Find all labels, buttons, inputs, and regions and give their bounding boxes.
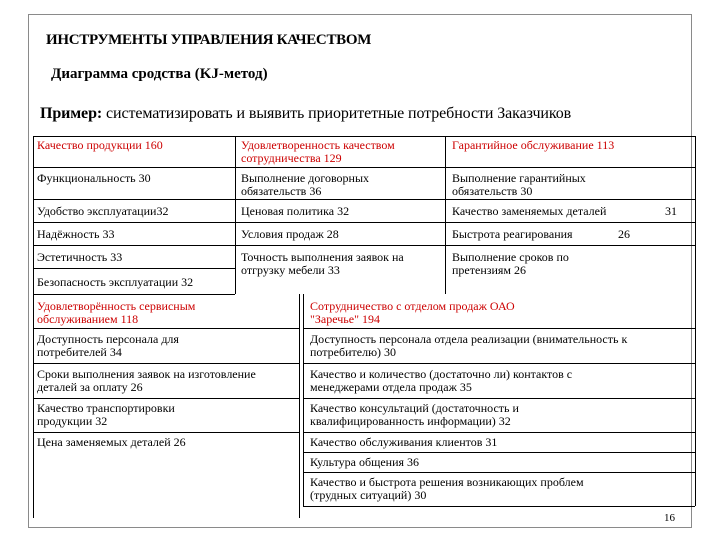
- table-line: [695, 294, 696, 506]
- table-cell: Качество заменяемых деталей: [452, 204, 607, 218]
- table-line: [33, 328, 299, 329]
- category-header-warranty: Гарантийное обслуживание 113: [452, 138, 615, 152]
- table-cell: Качество и количество (достаточно ли) контактов с менеджерами отдела продаж 35: [310, 367, 573, 394]
- table-cell: Доступность персонала отдела реализации (внимательность к потребителю) 30: [310, 332, 628, 359]
- table-cell: Удобство эксплуатации32: [37, 204, 169, 218]
- table-cell: Сроки выполнения заявок на изготовление деталей за оплату 26: [37, 367, 256, 394]
- table-line: [33, 245, 696, 246]
- example-label: Пример:: [40, 105, 103, 122]
- table-cell-value: 31: [665, 204, 677, 218]
- table-cell: Культура общения 36: [310, 455, 420, 469]
- table-line: [303, 432, 695, 433]
- table-cell: Выполнение сроков по претензиям 26: [452, 250, 569, 277]
- page-number: 16: [664, 512, 675, 524]
- table-line: [303, 363, 695, 364]
- table-line: [303, 328, 695, 329]
- table-line: [33, 199, 696, 200]
- table-line: [695, 136, 696, 294]
- table-cell: Цена заменяемых деталей 26: [37, 435, 186, 449]
- table-cell: Условия продаж 28: [241, 227, 339, 241]
- table-line: [33, 294, 34, 518]
- table-line: [33, 294, 235, 295]
- table-cell: Качество обслуживания клиентов 31: [310, 435, 498, 449]
- table-cell: Точность выполнения заявок на отгрузку мебели 33: [241, 250, 404, 277]
- table-line: [303, 294, 304, 506]
- category-header-sales-dept: Сотрудничество с отделом продаж ОАО "Заречье" 194: [310, 299, 515, 326]
- table-line: [33, 136, 696, 137]
- table-line: [299, 294, 300, 518]
- table-cell: Ценовая политика 32: [241, 204, 350, 218]
- table-line: [33, 167, 696, 168]
- table-cell: Качество консультаций (достаточность и квалифицированность информации) 32: [310, 401, 519, 428]
- table-line: [33, 398, 299, 399]
- table-cell: Надёжность 33: [37, 227, 115, 241]
- table-line: [33, 268, 235, 269]
- table-cell: Эстетичность 33: [37, 250, 123, 264]
- table-line: [33, 136, 34, 294]
- table-cell: Качество транспортировки продукции 32: [37, 401, 175, 428]
- category-header-service: Удовлетворённость сервисным обслуживанием 118: [37, 299, 196, 326]
- table-cell-value: 26: [618, 227, 630, 241]
- table-cell: Выполнение договорных обязательств 36: [241, 171, 370, 198]
- category-header-cooperation: Удовлетворенность качеством сотрудничества 129: [241, 138, 395, 165]
- table-line: [33, 432, 299, 433]
- table-cell: Безопасность эксплуатации 32: [37, 275, 194, 289]
- table-cell: Качество и быстрота решения возникающих проблем (трудных ситуаций) 30: [310, 475, 584, 502]
- table-line: [445, 136, 446, 294]
- page-title: ИНСТРУМЕНТЫ УПРАВЛЕНИЯ КАЧЕСТВОМ: [46, 32, 372, 48]
- table-cell: Доступность персонала для потребителей 34: [37, 332, 179, 359]
- example-text: систематизировать и выявить приоритетные потребности Заказчиков: [102, 105, 572, 122]
- table-cell: Выполнение гарантийных обязательств 30: [452, 171, 586, 198]
- table-line: [303, 472, 695, 473]
- example-line: [40, 105, 571, 123]
- table-line: [33, 363, 299, 364]
- table-line: [303, 506, 695, 507]
- table-cell: Быстрота реагирования: [452, 227, 573, 241]
- table-line: [303, 452, 695, 453]
- table-line: [33, 222, 696, 223]
- table-line: [235, 136, 236, 294]
- page-subtitle: Диаграмма сродства (KJ-метод): [51, 66, 268, 82]
- category-header-product-quality: Качество продукции 160: [37, 138, 163, 152]
- table-line: [303, 398, 695, 399]
- table-cell: Функциональность 30: [37, 171, 151, 185]
